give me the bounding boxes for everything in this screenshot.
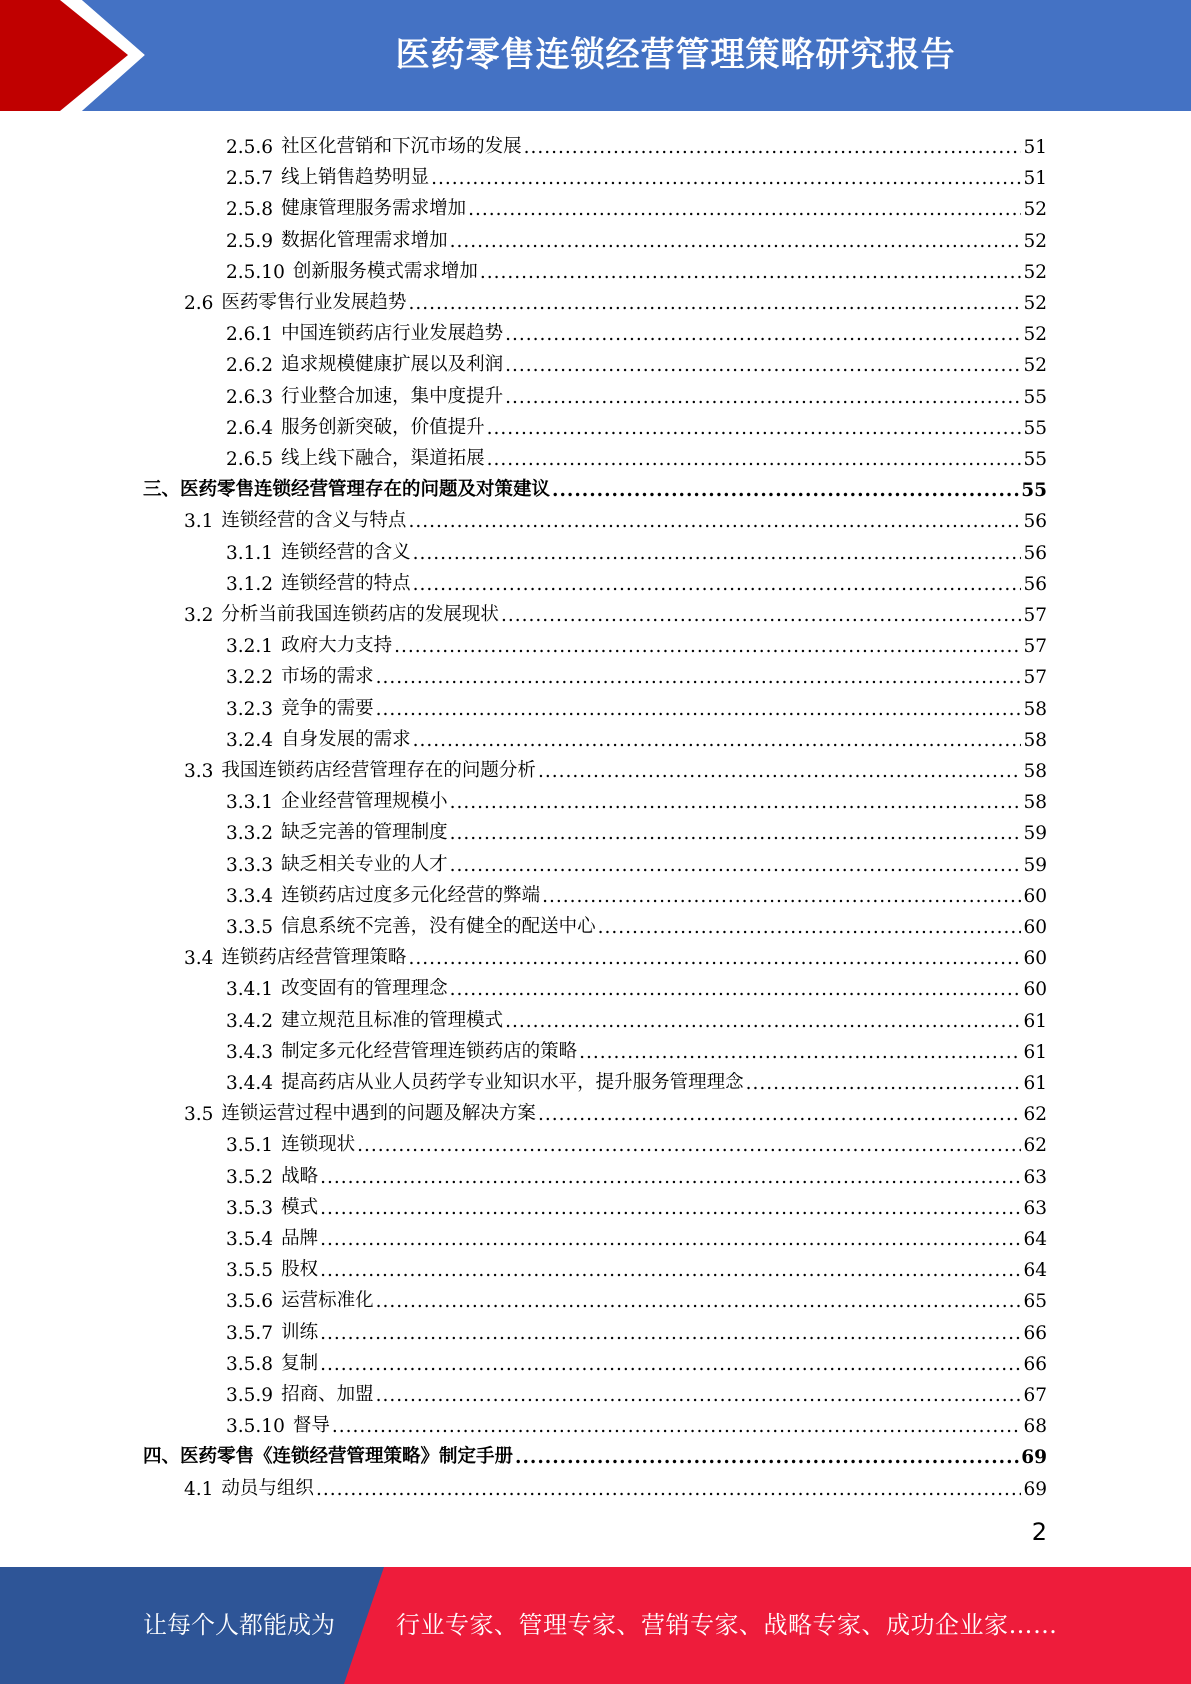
toc-entry[interactable] [184,938,1047,969]
toc-entry-title: 提高药店从业人员药学专业知识水平，提升服务管理理念 [281,1072,744,1093]
toc-entry-number: 2.5.6 [226,137,274,158]
toc-entry[interactable] [184,595,1047,626]
toc-entry-page: 52 [1023,324,1047,346]
toc-dot-leader [450,855,1022,876]
toc-entry-number: 3.5 [184,1104,214,1126]
toc-dot-leader [320,1354,1021,1375]
toc-entry-page: 60 [1023,885,1047,907]
toc-entry-number: 3.5.5 [226,1260,274,1282]
toc-entry-number: 2.6 [184,293,214,314]
toc-entry-page: 66 [1023,1322,1047,1344]
toc-entry-title: 连锁经营的含义 [281,541,411,563]
toc-entry[interactable] [226,657,1047,688]
toc-entry-number: 2.6.3 [226,386,274,408]
toc-entry-title: 竞争的需要 [281,697,374,719]
toc-entry-title: 缺乏相关专业的人才 [281,853,448,875]
toc-entry-title: 连锁运营过程中遇到的问题及解决方案 [221,1103,536,1125]
toc-dot-leader [552,480,1019,501]
toc-entry-title: 股权 [281,1259,319,1281]
toc-entry[interactable] [226,689,1047,720]
toc-entry[interactable] [226,189,1047,220]
toc-entry-title: 行业整合加速，集中度提升 [281,385,504,407]
toc-entry[interactable] [226,252,1047,283]
toc-entry-title: 信息系统不完善，没有健全的配送中心 [281,916,596,937]
toc-entry-page: 63 [1023,1197,1047,1219]
toc-dot-leader [450,231,1022,252]
toc-entry[interactable] [226,1406,1047,1437]
toc-dot-leader [408,293,1021,314]
toc-dot-leader [413,574,1022,595]
toc-entry-title: 缺乏完善的管理制度 [281,822,448,844]
toc-dot-leader [332,1416,1022,1437]
toc-entry-number: 3.3 [184,761,214,782]
toc-entry[interactable] [226,158,1047,189]
toc-dot-leader [413,730,1022,751]
toc-entry[interactable] [226,1250,1047,1281]
toc-entry[interactable] [226,969,1047,1000]
toc-dot-leader [515,1447,1019,1468]
toc-entry-page: 52 [1023,293,1047,314]
toc-entry-title: 连锁药店过度多元化经营的弊端 [281,884,541,906]
toc-entry-title: 连锁药店经营管理策略 [221,947,407,969]
toc-dot-leader [542,886,1021,907]
toc-entry-number: 3.5.3 [226,1197,274,1219]
toc-entry[interactable] [143,470,1047,501]
toc-entry-number: 3.3.2 [226,823,274,845]
toc-entry-page: 64 [1023,1229,1047,1250]
toc-entry-title: 三、医药零售连锁经营管理存在的问题及对策建议 [143,479,551,501]
toc-entry[interactable] [226,377,1047,408]
toc-entry-number: 3.2.1 [226,636,274,658]
toc-entry-number: 3.5.4 [226,1229,274,1250]
page-header [0,0,1191,111]
toc-entry-title: 督导 [292,1415,330,1437]
toc-entry-number: 2.6.2 [226,355,274,377]
toc-entry-number: 2.5.7 [226,168,274,190]
page-number: 2 [1031,1518,1047,1546]
toc-entry-page: 66 [1023,1353,1047,1375]
toc-entry[interactable] [226,1032,1047,1063]
toc-entry-page: 59 [1023,823,1047,845]
toc-dot-leader [320,1323,1021,1344]
toc-entry[interactable] [226,1344,1047,1375]
toc-dot-leader [376,1385,1022,1406]
toc-entry-title: 追求规模健康扩展以及利润 [281,354,504,376]
document-title: 医药零售连锁经营管理策略研究报告 [395,35,956,75]
toc-entry-title: 连锁现状 [281,1134,356,1156]
header-arrow-decoration [0,0,160,111]
toc-entry-title: 社区化营销和下沉市场的发展 [281,136,522,157]
toc-entry-page: 51 [1023,137,1047,158]
toc-entry-page: 62 [1023,1104,1047,1126]
toc-entry[interactable] [226,439,1047,470]
toc-dot-leader [320,1229,1021,1250]
toc-entry[interactable] [226,1313,1047,1344]
toc-entry[interactable] [226,1188,1047,1219]
toc-entry-page: 57 [1023,667,1047,689]
toc-entry[interactable] [226,408,1047,439]
toc-entry-title: 品牌 [281,1228,319,1249]
toc-dot-leader [450,979,1022,1000]
toc-entry-page: 69 [1021,1447,1047,1469]
toc-entry-number: 3.2.4 [226,729,274,751]
toc-entry-page: 58 [1023,729,1047,751]
toc-entry-number: 2.5.9 [226,230,274,252]
toc-entry-number: 3.4 [184,948,214,970]
toc-entry-page: 52 [1023,355,1047,377]
toc-entry-title: 数据化管理需求增加 [281,229,448,251]
toc-entry[interactable] [184,1469,1047,1500]
toc-dot-leader [598,917,1022,938]
toc-entry-title: 战略 [281,1165,319,1187]
toc-entry-number: 3.2.2 [226,667,274,689]
toc-entry-page: 59 [1023,854,1047,876]
toc-entry-page: 60 [1023,948,1047,970]
toc-entry-title: 健康管理服务需求增加 [281,198,467,220]
footer-slogan-left: 让每个人都能成为 [143,1611,335,1639]
toc-dot-leader [413,543,1022,564]
toc-dot-leader [487,418,1022,439]
toc-entry-title: 创新服务模式需求增加 [292,260,478,282]
toc-entry-number: 3.5.8 [226,1353,274,1375]
toc-entry-title: 招商、加盟 [281,1384,374,1405]
toc-dot-leader [468,199,1021,220]
toc-entry-title: 改变固有的管理理念 [281,978,448,1000]
toc-entry-page: 55 [1023,449,1047,470]
toc-entry-title: 连锁经营的含义与特点 [221,510,407,532]
toc-entry[interactable] [226,1125,1047,1156]
toc-entry-title: 训练 [281,1321,319,1343]
toc-entry-number: 2.5.8 [226,199,274,221]
toc-dot-leader [320,1260,1021,1281]
toc-dot-leader [487,449,1022,470]
toc-entry-number: 3.4.1 [226,979,274,1001]
toc-entry-page: 64 [1023,1260,1047,1282]
toc-entry-number: 3.2.3 [226,698,274,720]
toc-entry-title: 中国连锁药店行业发展趋势 [281,323,504,345]
toc-entry[interactable] [226,1219,1047,1250]
toc-entry-page: 52 [1023,261,1047,283]
toc-entry[interactable] [226,533,1047,564]
toc-entry-page: 51 [1023,168,1047,190]
toc-entry-page: 58 [1023,698,1047,720]
toc-dot-leader [376,699,1022,720]
toc-entry-page: 69 [1023,1478,1047,1500]
toc-entry-number: 2.6.4 [226,417,274,439]
toc-entry[interactable] [226,1001,1047,1032]
toc-entry[interactable] [226,720,1047,751]
toc-entry-page: 60 [1023,917,1047,938]
toc-entry-title: 建立规范且标准的管理模式 [281,1009,504,1031]
toc-dot-leader [320,1198,1021,1219]
toc-entry[interactable] [184,751,1047,782]
toc-entry-number: 2.6.1 [226,324,274,346]
toc-entry-title: 连锁经营的特点 [281,572,411,594]
toc-dot-leader [450,823,1022,844]
toc-entry-title: 政府大力支持 [281,635,393,657]
toc-entry[interactable] [143,1437,1047,1468]
toc-entry[interactable] [226,1157,1047,1188]
toc-dot-leader [450,792,1022,813]
toc-entry-title: 医药零售行业发展趋势 [221,292,407,313]
toc-entry-number: 3.5.2 [226,1166,274,1188]
page-footer [0,1567,1191,1684]
toc-entry-page: 55 [1023,417,1047,439]
toc-entry-page: 68 [1023,1416,1047,1438]
toc-dot-leader [538,761,1022,782]
toc-dot-leader [746,1073,1022,1094]
toc-entry-number: 3.1 [184,511,214,533]
toc-entry[interactable] [184,1094,1047,1125]
toc-entry-page: 65 [1023,1291,1047,1313]
toc-entry-number: 2.6.5 [226,449,274,470]
toc-entry-number: 3.1.1 [226,542,274,564]
toc-entry-page: 57 [1023,636,1047,658]
toc-dot-leader [394,636,1021,657]
toc-entry-title: 动员与组织 [221,1477,314,1499]
toc-entry-number: 3.5.7 [226,1322,274,1344]
toc-entry-number: 3.1.2 [226,573,274,595]
toc-entry[interactable] [184,501,1047,532]
toc-entry-page: 67 [1023,1385,1047,1406]
toc-dot-leader [376,1291,1022,1312]
toc-entry-number: 3.4.2 [226,1010,274,1032]
toc-dot-leader [579,1042,1021,1063]
toc-dot-leader [408,511,1021,532]
toc-entry-page: 56 [1023,573,1047,595]
toc-entry-title: 我国连锁药店经营管理存在的问题分析 [221,760,536,781]
toc-entry[interactable] [226,345,1047,376]
toc-entry-number: 3.5.10 [226,1416,285,1438]
toc-entry-page: 56 [1023,511,1047,533]
toc-entry-title: 四、医药零售《连锁经营管理策略》制定手册 [143,1446,514,1468]
toc-dot-leader [505,324,1021,345]
toc-entry-number: 3.4.3 [226,1041,274,1063]
toc-entry-title: 运营标准化 [281,1290,374,1312]
toc-entry-title: 线上线下融合，渠道拓展 [281,448,485,469]
toc-entry-page: 52 [1023,199,1047,221]
toc-dot-leader [538,1104,1022,1125]
toc-entry-page: 52 [1023,230,1047,252]
toc-entry-page: 56 [1023,542,1047,564]
toc-dot-leader [376,667,1022,688]
toc-entry-number: 3.5.6 [226,1291,274,1313]
toc-entry-page: 58 [1023,761,1047,782]
toc-dot-leader [505,387,1021,408]
toc-entry[interactable] [226,1281,1047,1312]
toc-entry[interactable] [226,314,1047,345]
toc-dot-leader [320,1167,1021,1188]
toc-entry-title: 复制 [281,1352,319,1374]
toc-entry-page: 60 [1023,979,1047,1001]
toc-entry[interactable] [226,907,1047,938]
toc-dot-leader [480,262,1022,283]
toc-entry-number: 3.3.5 [226,917,274,938]
toc-entry[interactable] [226,845,1047,876]
toc-entry-title: 市场的需求 [281,666,374,688]
toc-entry[interactable] [226,564,1047,595]
toc-entry[interactable] [226,1375,1047,1406]
toc-entry-title: 模式 [281,1196,319,1218]
toc-entry-title: 分析当前我国连锁药店的发展现状 [221,604,499,625]
toc-entry-number: 3.5.1 [226,1135,274,1157]
toc-entry[interactable] [226,626,1047,657]
toc-entry-number: 3.4.4 [226,1073,274,1094]
toc-entry-page: 63 [1023,1166,1047,1188]
toc-entry-title: 制定多元化经营管理连锁药店的策略 [281,1040,578,1062]
toc-entry-page: 55 [1021,480,1047,502]
toc-entry-number: 3.3.4 [226,885,274,907]
toc-entry-page: 61 [1023,1041,1047,1063]
toc-dot-leader [501,605,1022,626]
toc-entry-page: 58 [1023,792,1047,814]
toc-entry-number: 3.5.9 [226,1385,274,1406]
toc-dot-leader [408,948,1021,969]
toc-entry-number: 3.3.1 [226,792,274,814]
toc-entry-page: 61 [1023,1073,1047,1094]
footer-slogan-right: 行业专家、管理专家、营销专家、战略专家、成功企业家…… [396,1611,1058,1639]
toc-entry-title: 服务创新突破，价值提升 [281,416,485,438]
toc-entry-page: 55 [1023,386,1047,408]
toc-entry[interactable] [226,221,1047,252]
toc-entry-number: 3.3.3 [226,854,274,876]
toc-entry-page: 62 [1023,1135,1047,1157]
toc-entry-page: 57 [1023,605,1047,626]
toc-dot-leader [431,168,1021,189]
toc-entry-number: 4.1 [184,1478,214,1500]
toc-entry-page: 61 [1023,1010,1047,1032]
toc-dot-leader [357,1135,1021,1156]
toc-entry-number: 3.2 [184,605,214,626]
toc-dot-leader [505,1011,1021,1032]
toc-entry-title: 自身发展的需求 [281,728,411,750]
toc-entry-title: 企业经营管理规模小 [281,791,448,813]
toc-entry[interactable] [226,782,1047,813]
toc-entry-title: 线上销售趋势明显 [281,167,430,189]
toc-entry[interactable] [226,813,1047,844]
toc-dot-leader [505,355,1021,376]
toc-entry[interactable] [184,283,1047,314]
toc-entry[interactable] [226,876,1047,907]
toc-entry[interactable] [226,127,1047,158]
toc-dot-leader [524,137,1022,158]
toc-entry[interactable] [226,1063,1047,1094]
toc-dot-leader [316,1479,1022,1500]
toc-entry-number: 2.5.10 [226,261,285,283]
